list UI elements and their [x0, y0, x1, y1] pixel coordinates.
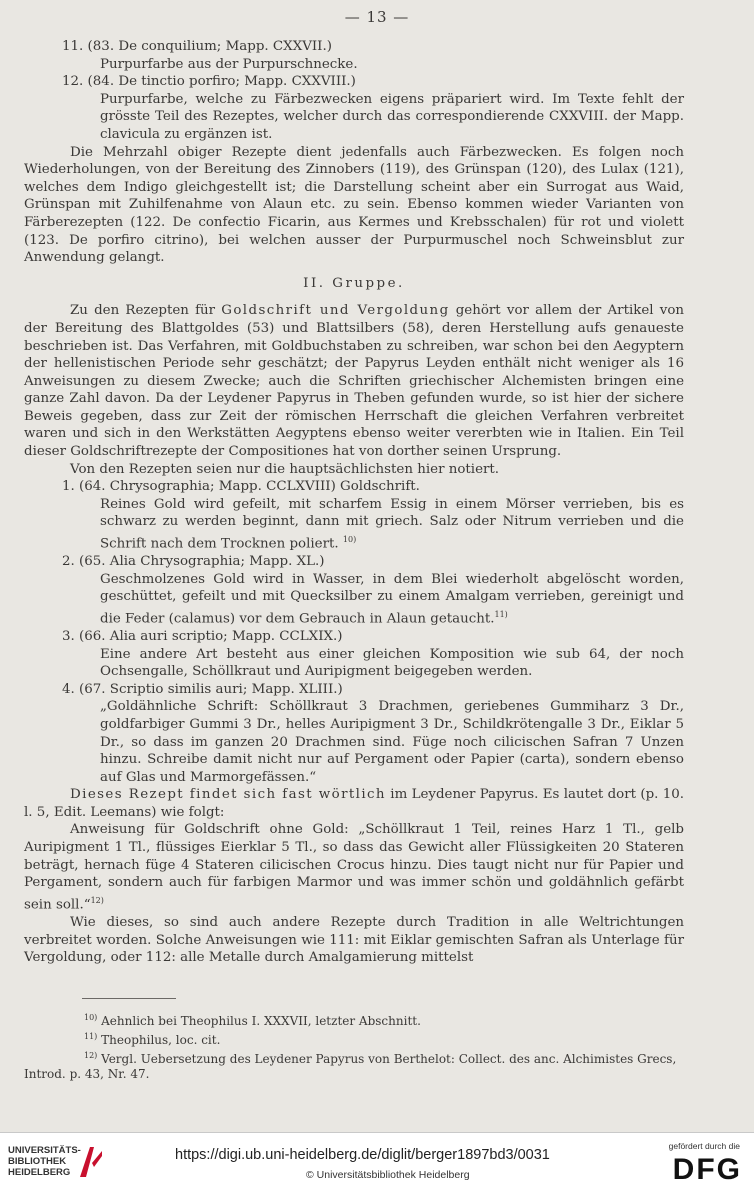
page-number: — 13 —: [344, 8, 410, 26]
library-name: UNIVERSITÄTS- BIBLIOTHEK HEIDELBERG: [8, 1145, 81, 1178]
paragraph-gold-intro: Zu den Rezepten für Goldschrift und Vergoldung gehört vor allem der Artikel von der Bereitung des Blattgoldes (53) und Blattsilbers (58), deren Herstellung aufs genaueste beschrieben ist. Das Verfahren, mit Goldbuchstaben zu schreiben, war schon bei den Aegyptern der hellenistischen Periode sehr geschätzt; der Papyrus Leyden enthält nicht weniger als 16 Anweisungen zu diesem Zwecke; auch die Schriften griechischer Alchemisten bringen eine ganze Zahl davon. Da der Leydener Papyrus in Theben gefunden wurde, so ist hier der sichere Beweis gegeben, dass zur Zeit der römischen Herrschaft die gleichen Verfahren verbreitet waren und sich in den Werkstätten Aegyptens ebenso weiter vererbten wie in Italien. Ein Teil dieser Goldschriftrezepte der Compositiones hat von dorther seinen Ursprung.: [24, 303, 685, 460]
dfg-logo: DFG: [672, 1153, 742, 1186]
footnote-11: $^{11)}$ Theophilus, loc. cit.: [84, 1032, 221, 1047]
recipe-11-body: Purpurfarbe aus der Purpurschnecke.: [100, 56, 358, 72]
footnote-12: $^{12)}$ Vergl. Uebersetzung des Leydener Papyrus von Berthelot: Collect. des anc. Alchimistes Grecs, Introd. p. 43, Nr. 47.: [24, 1051, 677, 1081]
footnotes: [24, 1010, 684, 1082]
permalink[interactable]: https://digi.ub.uni-heidelberg.de/diglit/berger1897bd3/0031: [175, 1147, 550, 1163]
paragraph-main-recipes: Von den Rezepten seien nur die hauptsächlichsten hier notiert.: [70, 461, 500, 477]
gold-recipe-4-body: „Goldähnliche Schrift: Schöllkraut 3 Drachmen, geriebenes Gummiharz 3 Dr., goldfarbiger Gummi 3 Dr., helles Auripigment 3 Dr., Schildkrötengalle 3 Dr., Eiklar 5 Dr., so dass im ganzen 20 Drachmen sind. Füge noch cilicischen Safran 7 Unzen hinzu. Schreibe damit nicht nur auf Pergament oder Papier (carta), sondern ebenso auf Glas und Marmorgefässen.“: [100, 699, 684, 785]
emphasis-goldschrift: Goldschrift und Vergoldung: [221, 303, 450, 319]
body-text: [24, 38, 684, 967]
recipe-11-heading: 11. (83. De conquilium; Mapp. CXXVII.): [62, 39, 332, 54]
footnote-10: $^{10)}$ Aehnlich bei Theophilus I. XXXVII, letzter Abschnitt.: [84, 1013, 421, 1028]
footnote-divider: [82, 998, 176, 999]
gold-recipe-1-heading: 1. (64. Chrysographia; Mapp. CCLXVIII) Goldschrift.: [62, 479, 420, 495]
paragraph-leyden-quote: Anweisung für Goldschrift ohne Gold: „Schöllkraut 1 Teil, reines Harz 1 Tl., gelb Auripigment 1 Tl., flüssiges Eierklar 5 Tl., so dass das Gewicht aller Flüssigkeiten 20 Stateren beträgt, hernach füge 4 Stateren cilicischen Crocus hinzu. Dies taugt nicht nur für Papier und Pergament, sondern auch für farbigen Marmor und was immer schön und goldähnlich gefärbt sein soll.“$^{12)}$: [24, 822, 684, 913]
gold-recipe-3-body: Eine andere Art besteht aus einer gleichen Komposition wie sub 64, der noch Ochsengalle, Schöllkraut und Auripigment beigegeben werden.: [100, 646, 684, 680]
gold-recipe-3-heading: 3. (66. Alia auri scriptio; Mapp. CCLXIX.): [62, 628, 343, 644]
library-footer: [0, 1132, 754, 1190]
recipe-12-heading: 12. (84. De tinctio porfiro; Mapp. CXXVIII.): [62, 74, 356, 90]
gold-recipe-2-body: Geschmolzenes Gold wird in Wasser, in dem Blei wiederholt abgelöscht worden, geschüttet, gefeilt und mit Quecksilber zu einem Amalgam verrieben, gereinigt und die Feder (calamus) vor dem Gebrauch in Alaun getaucht.$^{11)}$: [100, 571, 684, 627]
library-logo-icon: [78, 1143, 104, 1179]
footnote-ref-10: 10): [342, 535, 357, 545]
section-heading: II. Gruppe.: [303, 275, 405, 291]
paragraph-leyden-reference: Dieses Rezept findet sich fast wörtlich im Leydener Papyrus. Es lautet dort (p. 10. l. 5, Edit. Leemans) wie folgt:: [24, 787, 685, 820]
emphasis-wortlich: Dieses Rezept findet sich fast wörtlich: [70, 787, 386, 803]
gold-recipe-2-heading: 2. (65. Alia Chrysographia; Mapp. XL.): [62, 554, 325, 570]
paragraph-colors: Die Mehrzahl obiger Rezepte dient jedenfalls auch Färbezwecken. Es folgen noch Wiederholungen, von der Bereitung des Zinnobers (119), des Grünspan (120), des Lulax (121), welches dem Indigo gleichgestellt ist; die Darstellung scheint aber ein Surrogat aus Waid, Grünspan mit Zuhilfenahme von Alaun etc. zu sein. Ebenso kommen wieder Varianten von Färberezepten (122. De confectio Ficarin, aus Kermes und Krebsschalen) für rot und violett (123. De porfiro citrino), bei welchen ausser der Purpurmuschel noch Schweinsblut zur Anwendung gelangt.: [24, 144, 684, 266]
paragraph-tradition: Wie dieses, so sind auch andere Rezepte durch Tradition in alle Weltrichtungen verbreitet worden. Solche Anweisungen wie 111: mit Eiklar gemischten Safran als Unterlage für Vergoldung, oder 112: alle Metalle durch Amalgamierung mittelst: [24, 914, 684, 966]
footnote-ref-12: 12): [90, 895, 104, 905]
funding-label: gefördert durch die: [668, 1141, 740, 1151]
gold-recipe-1-body: Reines Gold wird gefeilt, mit scharfem Essig in einem Mörser verrieben, bis es schwarz zu werden beginnt, dann mit griech. Salz oder Nitrum verrieben und die Schrift nach dem Trocknen poliert. $^{10)}$: [100, 496, 684, 552]
copyright: © Universitätsbibliothek Heidelberg: [306, 1169, 470, 1181]
footnote-ref-11: 11): [494, 609, 508, 619]
gold-recipe-4-heading: 4. (67. Scriptio similis auri; Mapp. XLIII.): [62, 681, 343, 697]
recipe-12-body: Purpurfarbe, welche zu Färbezwecken eigens präpariert wird. Im Texte fehlt der grösste Teil des Rezeptes, welcher durch das correspondierende CXXVIII. der Mapp. clavicula zu ergänzen ist.: [100, 91, 684, 142]
